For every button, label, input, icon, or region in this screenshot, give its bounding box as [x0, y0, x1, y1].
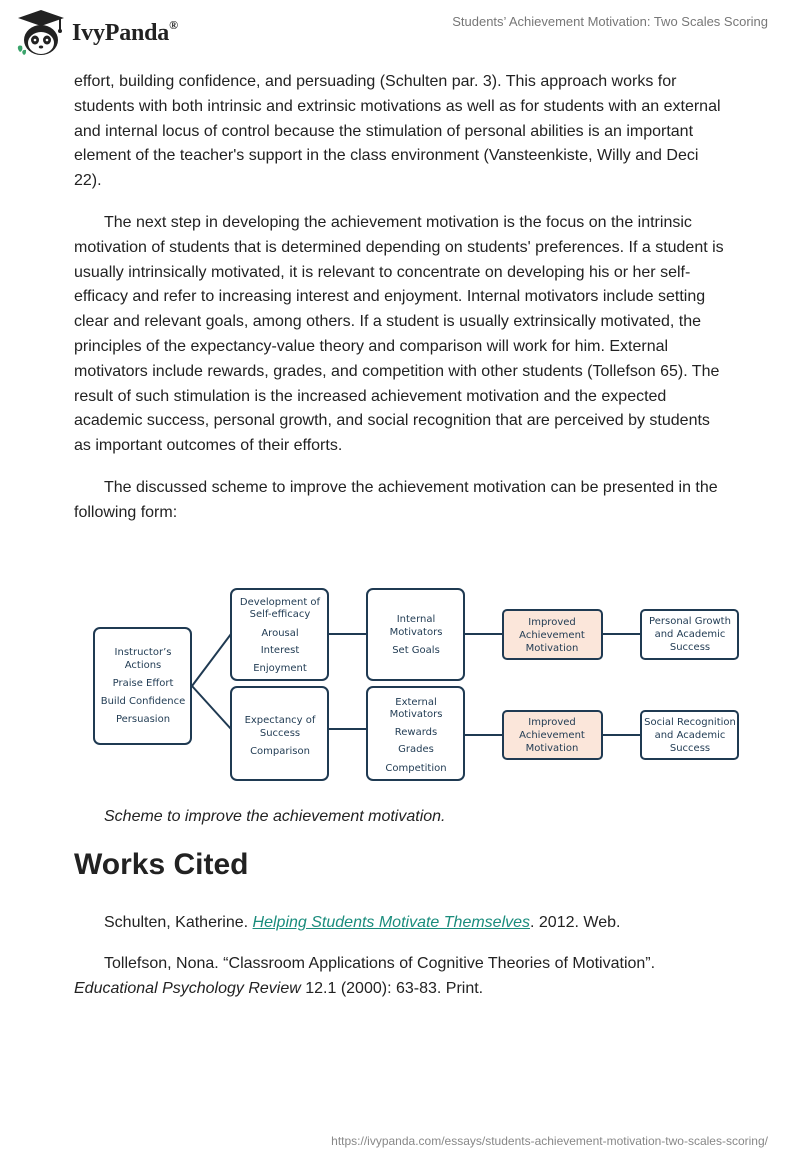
improved-bottom-line-3: Motivation — [525, 743, 579, 754]
paragraph-continuation: effort, building confidence, and persuading (Schulten par. 3). This approach works for students with both intrinsic and extrinsic motivations as well as for students with an external and internal locus of control because the stimulation of personal abilities is an important element of the teacher's support in the class environment (Vansteenkiste, Willy and Deci 22). — [74, 73, 721, 190]
citation-schulten-author: Schulten, Katherine. — [104, 914, 253, 931]
registered-mark: ® — [169, 17, 178, 32]
personal-growth-line-1: Personal Growth — [649, 616, 731, 627]
connector-instructor-self-efficacy — [192, 634, 231, 686]
internal-title-1: Internal — [396, 614, 436, 625]
connector-instructor-expectancy — [192, 686, 231, 729]
internal-item-goals: Set Goals — [392, 645, 440, 656]
logo-wordmark: IvyPanda® — [72, 17, 178, 46]
external-title-2: Motivators — [389, 709, 443, 720]
improved-top-line-3: Motivation — [525, 643, 579, 654]
instructor-title-1: Instructor’s — [114, 647, 172, 658]
improved-bottom-line-2: Achievement — [519, 730, 585, 741]
citation-tollefson-details: 12.1 (2000): 63-83. Print. — [300, 980, 484, 997]
instructor-title-2: Actions — [124, 660, 162, 671]
footer-url[interactable]: https://ivypanda.com/essays/students-achievement-motivation-two-scales-scoring/ — [331, 1134, 768, 1148]
improved-bottom-line-1: Improved — [528, 717, 576, 728]
document-title: Students’ Achievement Motivation: Two Scales Scoring — [452, 14, 768, 29]
works-cited-heading: Works Cited — [74, 848, 249, 881]
internal-title-2: Motivators — [389, 627, 443, 638]
expectancy-title-1: Expectancy of — [244, 715, 316, 726]
citation-tollefson-journal: Educational Psychology Review — [74, 980, 301, 997]
improved-top-line-1: Improved — [528, 617, 576, 628]
panda-graduate-icon — [14, 8, 68, 58]
essay-body — [74, 70, 726, 526]
external-title-1: External — [395, 697, 437, 708]
page-header — [0, 0, 800, 70]
personal-growth-line-2: and Academic — [654, 629, 726, 640]
external-item-competition: Competition — [385, 763, 447, 774]
social-recognition-line-3: Success — [669, 743, 711, 754]
citation-schulten-link[interactable]: Helping Students Motivate Themselves — [252, 914, 531, 931]
social-recognition-line-1: Social Recognition — [644, 717, 736, 728]
citation-schulten — [74, 910, 726, 935]
ivypanda-logo[interactable] — [14, 8, 204, 58]
self-efficacy-title-2: Self-efficacy — [249, 609, 311, 620]
diagram-caption: Scheme to improve the achievement motivation. — [104, 808, 446, 825]
personal-growth-line-3: Success — [669, 642, 711, 653]
paragraph-scheme-intro: The discussed scheme to improve the achievement motivation can be presented in the following form: — [74, 478, 718, 521]
social-recognition-line-2: and Academic — [654, 730, 726, 741]
instructor-item-praise: Praise Effort — [112, 678, 174, 689]
self-efficacy-item-interest: Interest — [260, 645, 300, 656]
paragraph-intrinsic-motivation: The next step in developing the achievement motivation is the focus on the intrinsic motivation of students that is determined depending on students' preferences. If a student is usually intrinsically motivated, it is relevant to concentrate on developing his or her self-efficacy and refer to increasing interest and enjoyment. Internal motivators include setting clear and relevant goals, among others. If a student is usually extrinsically motivated, the principles of the expectancy-value theory and comparison will work for him. External motivators include rewards, grades, and competition with other students (Tollefson 65). The result of such stimulation is the increased achievement motivation and the expected academic success, personal growth, and social recognition that are perceived by students as important outcomes of their efforts. — [74, 213, 724, 455]
motivation-scheme-diagram — [88, 582, 744, 792]
instructor-item-confidence: Build Confidence — [100, 696, 186, 707]
self-efficacy-item-enjoyment: Enjoyment — [253, 663, 307, 674]
self-efficacy-title-1: Development of — [239, 597, 321, 608]
citation-schulten-details: . 2012. Web. — [530, 914, 621, 931]
expectancy-title-2: Success — [259, 728, 301, 739]
improved-top-line-2: Achievement — [519, 630, 585, 641]
external-item-rewards: Rewards — [394, 727, 438, 738]
instructor-item-persuasion: Persuasion — [115, 714, 171, 725]
expectancy-item-comparison: Comparison — [250, 746, 310, 757]
citation-tollefson-author-title: Tollefson, Nona. “Classroom Applications of Cognitive Theories of Motivation”. — [104, 955, 656, 972]
diagram-canvas — [88, 582, 744, 792]
external-item-grades: Grades — [398, 744, 434, 755]
self-efficacy-item-arousal: Arousal — [261, 628, 299, 639]
citation-tollefson — [74, 951, 726, 1001]
